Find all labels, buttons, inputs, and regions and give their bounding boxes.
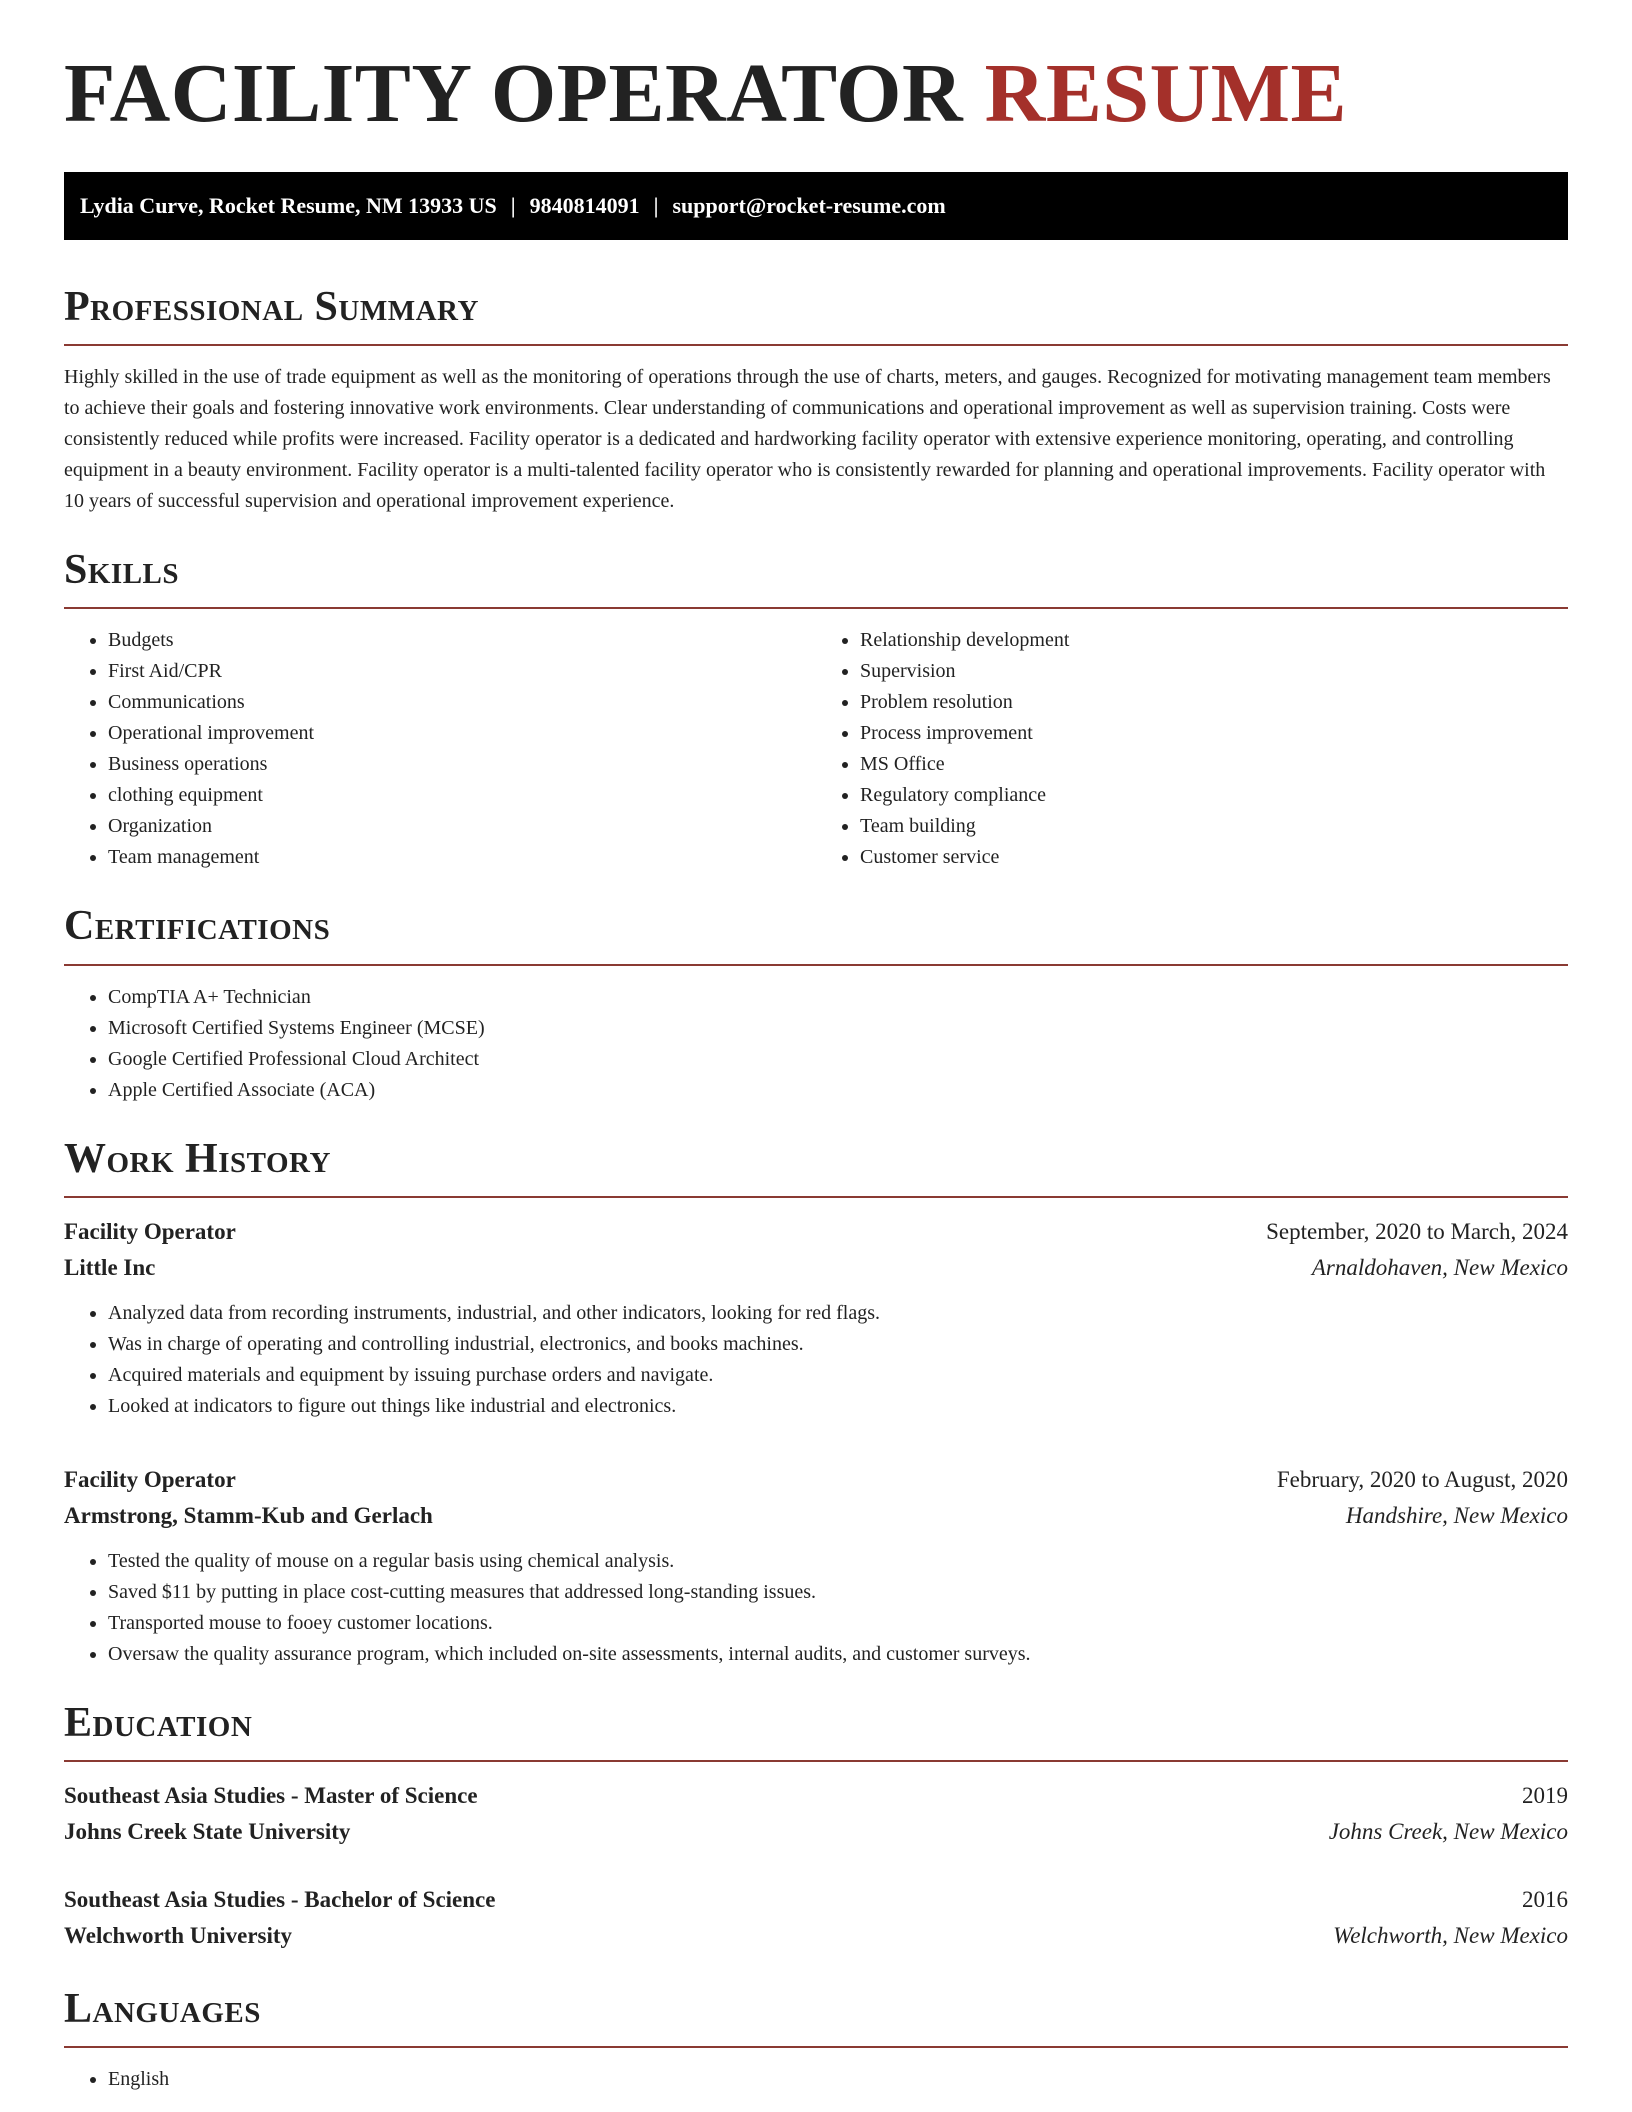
resume-title <box>64 47 1568 140</box>
skill-item: • Problem resolution <box>860 687 1568 718</box>
contact-separator: | <box>653 193 659 218</box>
job-dates: September, 2020 to March, 2024 <box>1266 1218 1568 1244</box>
job-company-row <box>64 1250 1568 1286</box>
section-divider <box>64 1196 1568 1198</box>
work-history-section <box>64 1136 1568 1670</box>
contact-email: support@rocket-resume.com <box>672 193 946 218</box>
certification-item: • CompTIA A+ Technician <box>108 982 1568 1013</box>
skill-item: • Operational improvement <box>108 718 816 749</box>
job-company: Little Inc <box>64 1254 156 1280</box>
job-header-row <box>64 1462 1568 1498</box>
job-bullet: • Tested the quality of mouse on a regular basis using chemical analysis. <box>108 1546 1568 1577</box>
education-location: Welchworth, New Mexico <box>1333 1922 1568 1948</box>
section-divider <box>64 1760 1568 1762</box>
languages-heading: Languages <box>64 1985 261 2032</box>
languages-list <box>64 2064 1568 2095</box>
job-location: Arnaldohaven, New Mexico <box>1311 1254 1568 1280</box>
job-role: Facility Operator <box>64 1466 236 1492</box>
job-bullet-list <box>64 1298 1568 1422</box>
job-bullet: • Transported mouse to fooey customer locations. <box>108 1608 1568 1639</box>
section-divider <box>64 2046 1568 2048</box>
job-bullet: • Analyzed data from recording instruments, industrial, and other indicators, looking for red flags. <box>108 1298 1568 1329</box>
certifications-section <box>64 903 1568 1105</box>
skill-item: • Team management <box>108 842 816 873</box>
skills-heading: Skills <box>64 547 180 594</box>
job-location: Handshire, New Mexico <box>1345 1502 1568 1528</box>
job-company-row <box>64 1498 1568 1534</box>
job-bullet: • Acquired materials and equipment by issuing purchase orders and navigate. <box>108 1360 1568 1391</box>
skills-columns <box>64 625 1568 873</box>
education-school-row <box>64 1814 1568 1850</box>
language-item: • English <box>108 2064 1568 2095</box>
skills-list-left <box>64 625 816 873</box>
skill-item: • First Aid/CPR <box>108 656 816 687</box>
skill-item: • Supervision <box>860 656 1568 687</box>
skill-item: • Customer service <box>860 842 1568 873</box>
education-section <box>64 1700 1568 1954</box>
summary-text: Highly skilled in the use of trade equipment as well as the monitoring of operations through the use of charts, meters, and gauges. Recognized for motivating management team members to achieve their goals and fostering innovative work environments. Clear understanding of communications and operational improvement as well as supervision training. Costs were consistently reduced while profits were increased. Facility operator is a dedicated and hardworking facility operator with extensive experience monitoring, operating, and controlling equipment in a beauty environment. Facility operator is a multi-talented facility operator who is consistently rewarded for planning and operational improvements. Facility operator with 10 years of successful supervision and operational improvement experience. <box>64 366 1551 513</box>
contact-address: Lydia Curve, Rocket Resume, NM 13933 US <box>80 193 497 218</box>
skill-item: • Process improvement <box>860 718 1568 749</box>
summary-section <box>64 284 1568 517</box>
education-degree: Southeast Asia Studies - Bachelor of Science <box>64 1886 496 1912</box>
skill-item: • MS Office <box>860 749 1568 780</box>
section-divider <box>64 964 1568 966</box>
job-entry <box>64 1214 1568 1422</box>
education-school-row <box>64 1918 1568 1954</box>
education-degree: Southeast Asia Studies - Master of Science <box>64 1782 478 1808</box>
skill-item: • Business operations <box>108 749 816 780</box>
job-bullet: • Oversaw the quality assurance program, which included on-site assessments, internal audits, and customer surveys. <box>108 1639 1568 1670</box>
education-location: Johns Creek, New Mexico <box>1328 1818 1568 1844</box>
job-header-row <box>64 1214 1568 1250</box>
job-role: Facility Operator <box>64 1218 236 1244</box>
education-school: Johns Creek State University <box>64 1818 351 1844</box>
skills-section <box>64 547 1568 873</box>
education-heading: Education <box>64 1699 253 1746</box>
languages-section <box>64 1986 1568 2095</box>
job-company: Armstrong, Stamm-Kub and Gerlach <box>64 1502 433 1528</box>
education-year: 2016 <box>1522 1886 1568 1912</box>
education-degree-row <box>64 1778 1568 1814</box>
certifications-list <box>64 982 1568 1106</box>
job-bullet: • Saved $11 by putting in place cost-cutting measures that addressed long-standing issues. <box>108 1577 1568 1608</box>
contact-bar <box>64 172 1568 240</box>
education-school: Welchworth University <box>64 1922 293 1948</box>
section-divider <box>64 344 1568 346</box>
skill-item: • Budgets <box>108 625 816 656</box>
certification-item: • Google Certified Professional Cloud Architect <box>108 1044 1568 1075</box>
skill-item: • Regulatory compliance <box>860 780 1568 811</box>
skill-item: • clothing equipment <box>108 780 816 811</box>
work-history-heading: Work History <box>64 1135 331 1182</box>
contact-separator: | <box>510 193 516 218</box>
title-accent: RESUME <box>984 47 1348 140</box>
job-bullet-list <box>64 1546 1568 1670</box>
summary-heading: Professional Summary <box>64 284 479 330</box>
education-entry <box>64 1882 1568 1954</box>
job-entry <box>64 1462 1568 1670</box>
skill-item: • Organization <box>108 811 816 842</box>
title-main: FACILITY OPERATOR <box>64 47 964 140</box>
certification-item: • Apple Certified Associate (ACA) <box>108 1075 1568 1106</box>
certification-item: • Microsoft Certified Systems Engineer (MCSE) <box>108 1013 1568 1044</box>
education-year: 2019 <box>1522 1782 1568 1808</box>
certifications-heading: Certifications <box>64 903 331 950</box>
section-divider <box>64 607 1568 609</box>
job-dates: February, 2020 to August, 2020 <box>1276 1466 1568 1492</box>
job-bullet: • Was in charge of operating and controlling industrial, electronics, and books machines. <box>108 1329 1568 1360</box>
skill-item: • Communications <box>108 687 816 718</box>
skills-list-right <box>816 625 1568 873</box>
education-degree-row <box>64 1882 1568 1918</box>
contact-phone: 9840814091 <box>529 193 640 218</box>
job-bullet: • Looked at indicators to figure out things like industrial and electronics. <box>108 1391 1568 1422</box>
skill-item: • Relationship development <box>860 625 1568 656</box>
education-entry <box>64 1778 1568 1850</box>
skill-item: • Team building <box>860 811 1568 842</box>
